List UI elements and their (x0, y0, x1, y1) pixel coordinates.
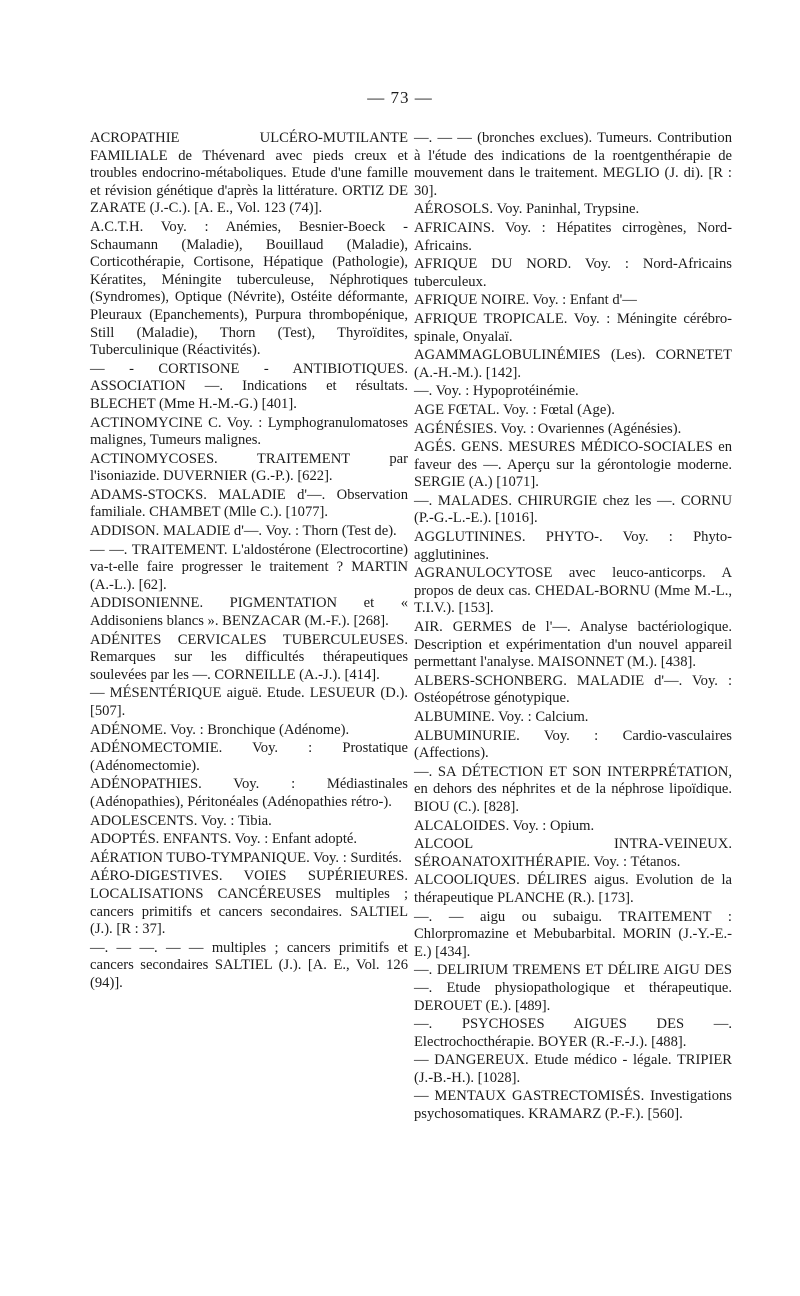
index-entry: ADOLESCENTS. Voy. : Tibia. (90, 812, 272, 829)
index-entry: — MENTAUX GASTRECTOMISÉS. Investigations psychosomatiques. KRAMARZ (P.-F.). [560]. (414, 1088, 732, 1123)
index-entry: ADAMS-STOCKS. MALADIE d'—. Observation familiale. CHAMBET (Mlle C.). [1077]. (90, 486, 408, 521)
index-entry: —. DELIRIUM TREMENS ET DÉLIRE AIGU DES —. Etude physiopathologique et thérapeutique. DEROUET (E.). [489]. (414, 962, 732, 1014)
index-entry: ALCOOL INTRA-VEINEUX. SÉROANATOXITHÉRAPIE. Voy. : Tétanos. (414, 836, 732, 870)
index-entry: ALBERS-SCHONBERG. MALADIE d'—. Voy. : Ostéopétrose génotypique. (414, 672, 732, 707)
index-entry: ADÉNOPATHIES. Voy. : Médiastinales (Adénopathies), Péritonéales (Adénopathies rétro-). (90, 776, 408, 810)
index-entry: ADDISONIENNE. PIGMENTATION et « Addisoniens blancs ». BENZACAR (M.-F.). [268]. (90, 595, 408, 630)
index-entry: A.C.T.H. Voy. : Anémies, Besnier-Boeck - Schaumann (Maladie), Bouillaud (Maladie), Corticothérapie, Cortisone, Hépatique (Pathologie), Kératites, Méningite tuberculeuse, Néphrotiques (Syndromes), Optique (Névrite), Ostéite déformante, Pleuraux (Epanchements), Purpura thrombopénique, Still (Maladie), Thorn (Test), Thyroïdites, Tuberculinique (Réactivités). (90, 218, 408, 359)
index-entry: —. — — (bronches exclues). Tumeurs. Contribution à l'étude des indications de la roentgenthérapie de mouvement dans le traitement. MEGLIO (J. di). [R : 30]. (414, 130, 732, 199)
index-entry: —. SA DÉTECTION ET SON INTERPRÉTATION, en dehors des néphrites et de la néphrose lipoïdique. BIOU (C.). [828]. (414, 763, 732, 815)
index-entry: AÉROSOLS. Voy. Paninhal, Trypsine. (414, 201, 640, 218)
index-entry: ADOPTÉS. ENFANTS. Voy. : Enfant adopté. (90, 831, 358, 848)
index-entry: AÉRATION TUBO-TYMPANIQUE. Voy. : Surdités. (90, 849, 402, 866)
left-column (90, 130, 408, 994)
index-entry: AGAMMAGLOBULINÉMIES (Les). CORNETET (A.-H.-M.). [142]. (414, 347, 732, 381)
index-entry: ALBUMINE. Voy. : Calcium. (414, 709, 589, 725)
index-entry: —. Voy. : Hypoprotéinémie. (414, 383, 579, 400)
index-entry: ADDISON. MALADIE d'—. Voy. : Thorn (Test de). (90, 523, 397, 540)
index-entry: AIR. GERMES de l'—. Analyse bactériologique. Description et expérimentation d'un nouvel appareil permettant l'analyse. MAISONNET (M.). [438]. (414, 619, 732, 671)
index-entry: — - CORTISONE - ANTIBIOTIQUES. ASSOCIATION —. Indications et résultats. BLECHET (Mme H.-M.-G.) [401]. (90, 360, 408, 412)
page-number: — 73 — (367, 88, 433, 107)
index-entry: ADÉNOMECTOMIE. Voy. : Prostatique (Adénomectomie). (90, 740, 408, 774)
index-entry: AÉRO-DIGESTIVES. VOIES SUPÉRIEURES. LOCALISATIONS CANCÉREUSES multiples ; cancers primitifs et cancers secondaires. SALTIEL (J.). [R : 37]. (90, 868, 408, 938)
index-entry: —. — aigu ou subaigu. TRAITEMENT : Chlorpromazine et Mebubarbital. MORIN (J.-Y.-E.-E.) [434]. (414, 908, 732, 960)
index-entry: — DANGEREUX. Etude médico - légale. TRIPIER (J.-B.-H.). [1028]. (414, 1052, 732, 1086)
index-entry: ADÉNOME. Voy. : Bronchique (Adénome). (90, 721, 350, 738)
index-entry: — —. TRAITEMENT. L'aldostérone (Electrocortine) va-t-elle faire progresser le traitement ? MARTIN (A.-L.). [62]. (90, 541, 408, 593)
index-entry: —. — —. — — multiples ; cancers primitifs et cancers secondaires SALTIEL (J.). [A. E., Vol. 126 (94)]. (90, 939, 408, 991)
index-entry: AGE FŒTAL. Voy. : Fœtal (Age). (414, 401, 615, 418)
index-entry: AGRANULOCYTOSE avec leuco-anticorps. A propos de deux cas. CHEDAL-BORNU (Mme M.-L., T.I.V.). [153]. (414, 565, 732, 617)
index-entry: AFRICAINS. Voy. : Hépatites cirrogènes, Nord-Africains. (414, 219, 732, 254)
index-entry: —. PSYCHOSES AIGUES DES —. Electrochocthérapie. BOYER (R.-F.-J.). [488]. (414, 1016, 732, 1050)
index-entry: ALBUMINURIE. Voy. : Cardio-vasculaires (Affections). (414, 727, 732, 762)
index-entry: ACTINOMYCOSES. TRAITEMENT par l'isoniazide. DUVERNIER (G.-P.). [622]. (90, 450, 408, 485)
index-entry: ALCOOLIQUES. DÉLIRES aigus. Evolution de la thérapeutique PLANCHE (R.). [173]. (414, 872, 732, 906)
index-entry: AFRIQUE DU NORD. Voy. : Nord-Africains tuberculeux. (414, 256, 732, 290)
index-entry: ACROPATHIE ULCÉRO-MUTILANTE FAMILIALE de Thévenard avec pieds creux et troubles endocrino-métaboliques. Etude d'une famille et révision génétique d'après la littérature. ORTIZ DE ZARATE (J.-C.). [A. E., Vol. 123 (74)]. (90, 130, 408, 217)
index-entry: —. MALADES. CHIRURGIE chez les —. CORNU (P.-G.-L.-E.). [1016]. (414, 492, 732, 527)
index-entry: AGGLUTININES. PHYTO-. Voy. : Phyto-agglutinines. (414, 529, 732, 563)
index-entry: AGÉNÉSIES. Voy. : Ovariennes (Agénésies). (414, 420, 682, 437)
index-entry: AGÉS. GENS. MESURES MÉDICO-SOCIALES en faveur des —. Aperçu sur la gérontologie moderne. SERGIE (A.) [1071]. (414, 439, 732, 491)
index-entry: ALCALOIDES. Voy. : Opium. (414, 817, 595, 834)
index-entry: ADÉNITES CERVICALES TUBERCULEUSES. Remarques sur les difficultés thérapeutiques soulevées par les —. CORNEILLE (A.-J.). [414]. (90, 631, 408, 683)
index-entry: AFRIQUE NOIRE. Voy. : Enfant d'— (414, 292, 637, 309)
index-entry: ACTINOMYCINE C. Voy. : Lymphogranulomatoses malignes, Tumeurs malignes. (90, 414, 408, 449)
index-entry: — MÉSENTÉRIQUE aiguë. Etude. LESUEUR (D.). [507]. (90, 685, 408, 719)
right-column (414, 130, 732, 1125)
index-entry: AFRIQUE TROPICALE. Voy. : Méningite cérébro-spinale, Onyalaï. (414, 310, 732, 345)
